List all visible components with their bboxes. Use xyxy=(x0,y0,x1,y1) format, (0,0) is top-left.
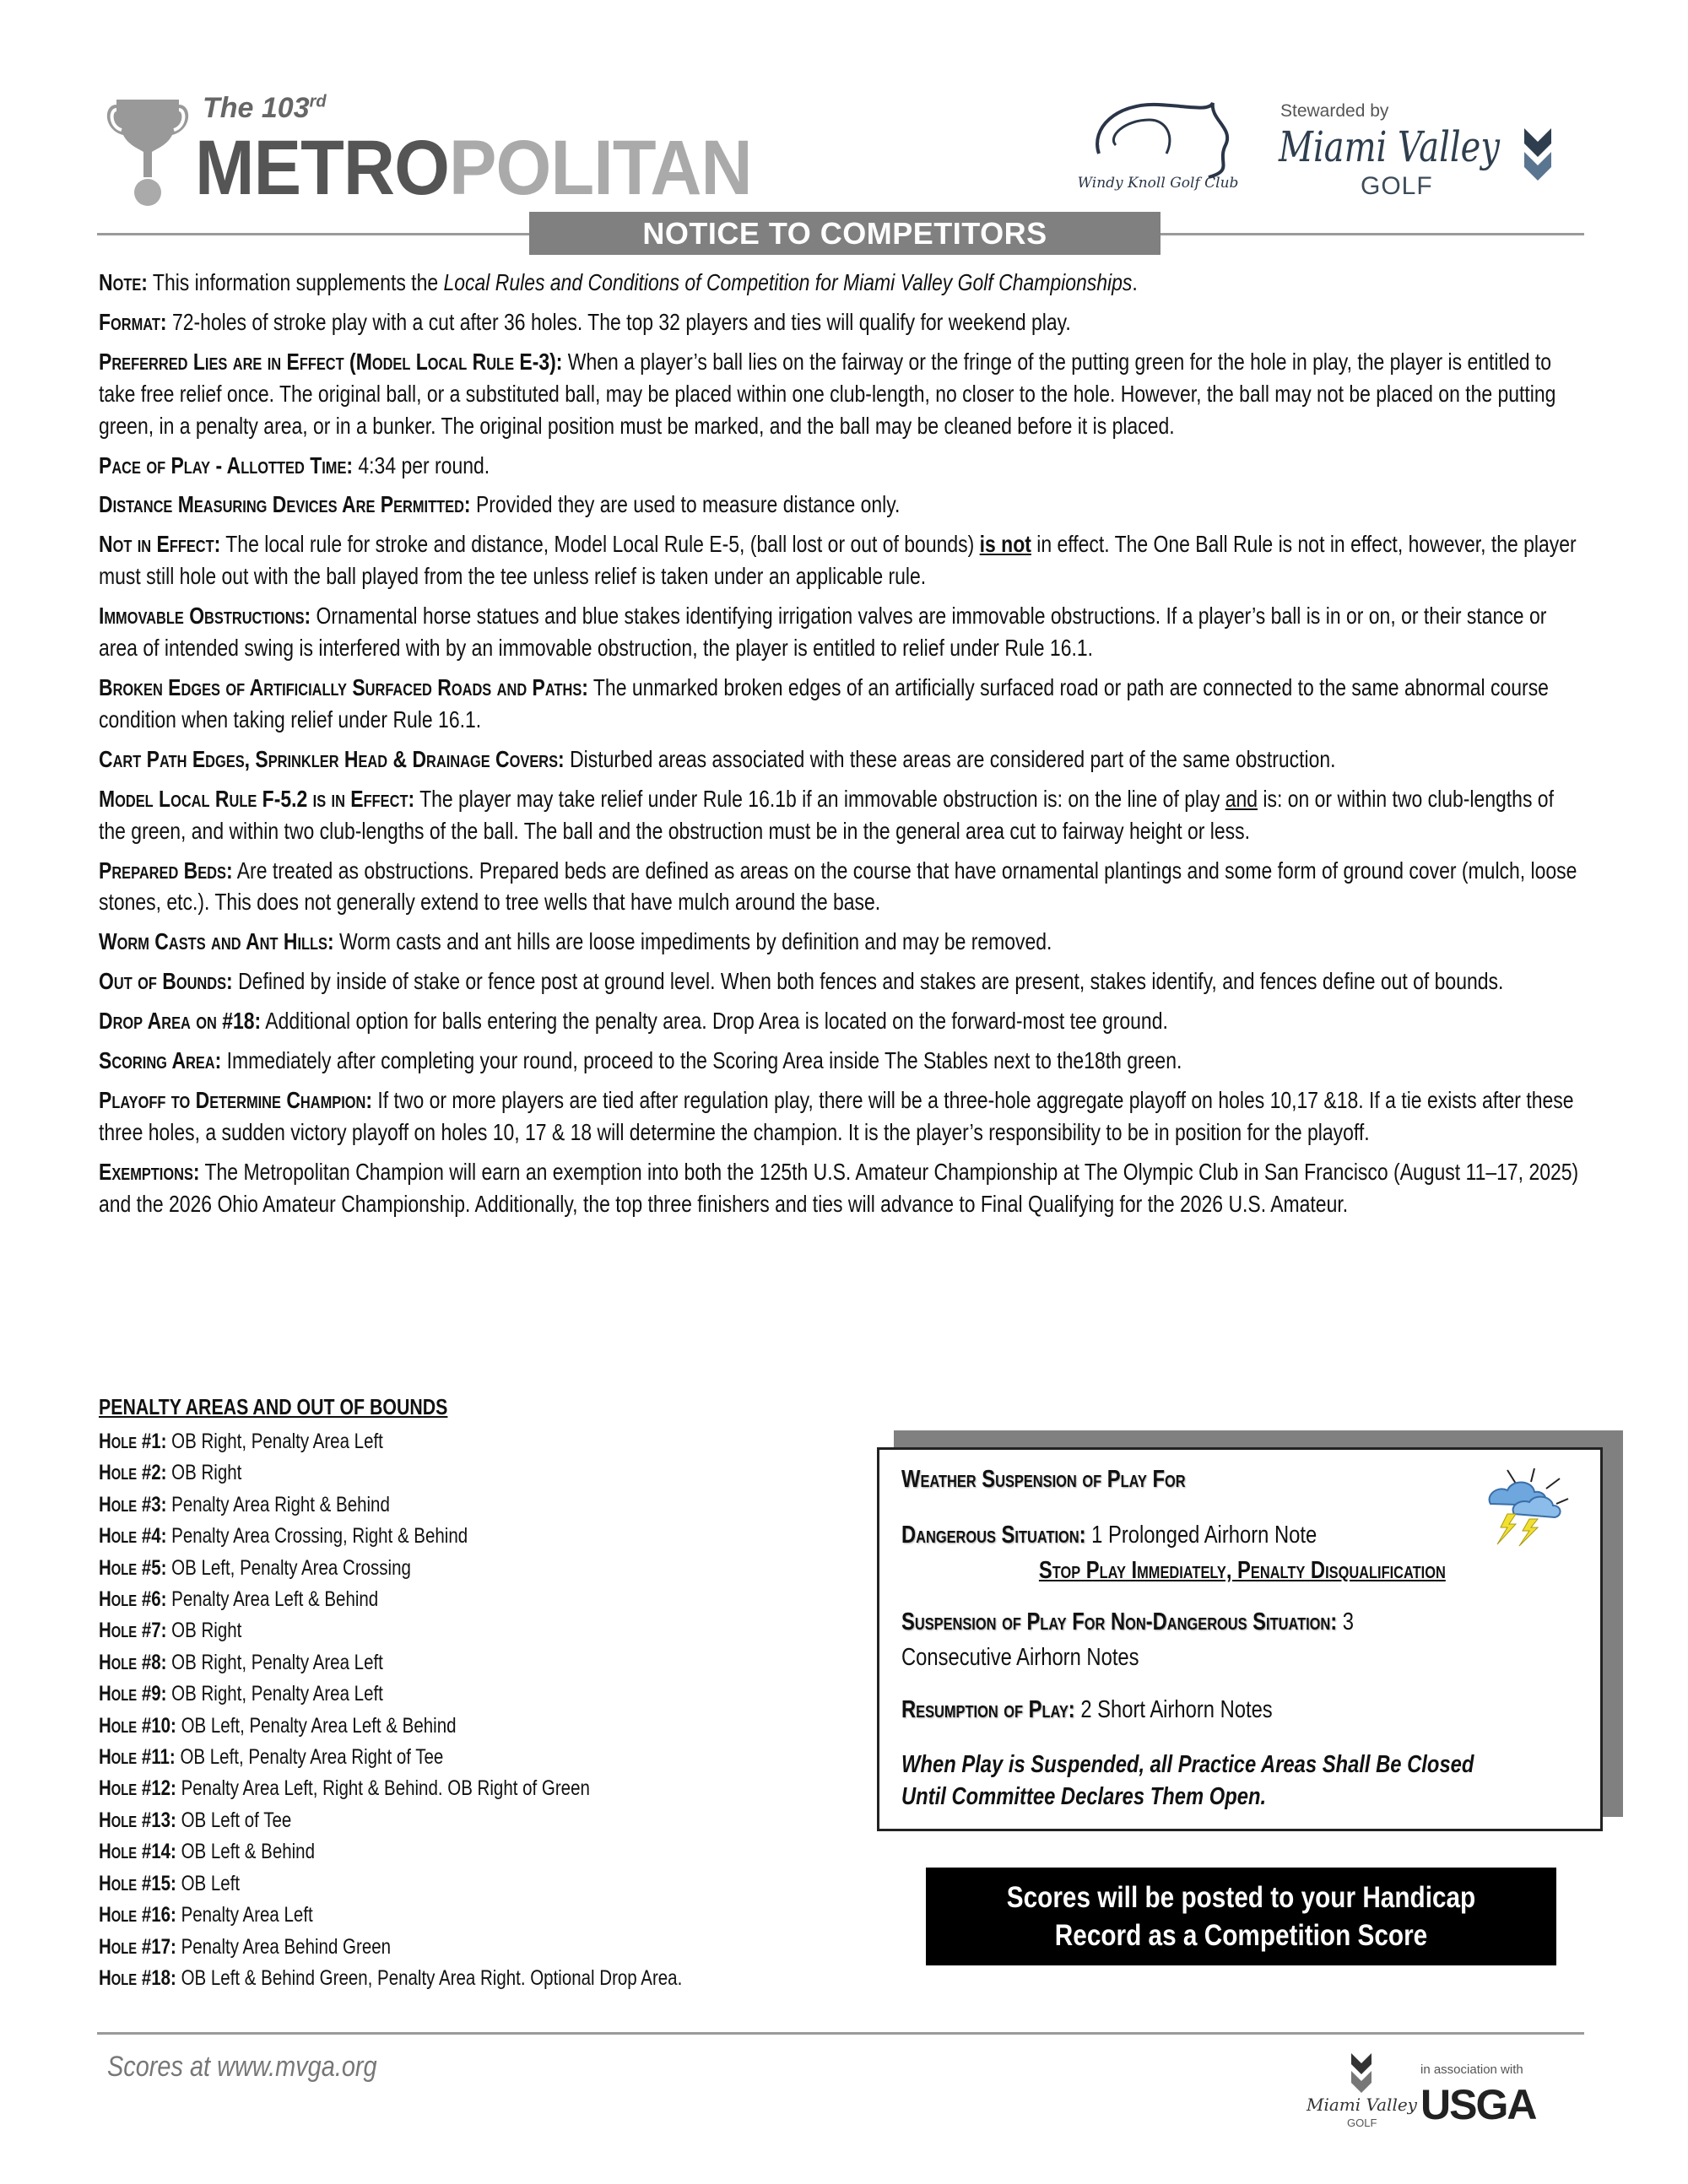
paragraph-label: Immovable Obstructions: xyxy=(99,603,311,630)
penalty-areas-list xyxy=(99,1392,860,1994)
notice-body xyxy=(99,267,1578,1228)
paragraph-text: The Metropolitan Champion will earn an exemption into both the 125th U.S. Amateur Championship at The Olympic Club in San Francisco (August 11–17, 2025) and the 2026 Ohio Amateur Championship. Additionally, the top three finishers and ties will advance to Final Qualifying for the 2026 U.S. Amateur. xyxy=(99,1158,1579,1217)
paragraph-text: Additional option for balls entering the penalty area. Drop Area is located on the forward-most tee ground. xyxy=(261,1008,1168,1035)
hole-item xyxy=(99,1963,860,1994)
hole-description: OB Left & Behind Green, Penalty Area Right. Optional Drop Area. xyxy=(176,1965,683,1990)
hole-item xyxy=(99,1584,860,1615)
hole-item xyxy=(99,1457,860,1489)
hole-description: OB Left of Tee xyxy=(176,1808,292,1832)
hole-item xyxy=(99,1773,860,1804)
paragraph-text: 4:34 per round. xyxy=(353,451,490,478)
footer-chevron-icon xyxy=(1350,2052,1372,2095)
weather-resumption: Resumption of Play: 2 Short Airhorn Notes xyxy=(901,1696,1273,1723)
miami-valley-logo-text: Miami Valley xyxy=(1279,122,1500,171)
hole-label: Hole #17: xyxy=(99,1934,176,1959)
notice-paragraph xyxy=(99,1084,1578,1149)
stewarded-by-label: Stewarded by xyxy=(1280,101,1389,121)
notice-paragraph xyxy=(99,783,1578,847)
paragraph-label: Scoring Area: xyxy=(99,1047,222,1074)
weather-closing-line-1: When Play is Suspended, all Practice Areas Shall Be Closed xyxy=(901,1751,1474,1778)
hole-item xyxy=(99,1553,860,1584)
thunderstorm-icon xyxy=(1482,1467,1570,1548)
paragraph-text: When a player’s ball lies on the fairway or the fringe of the putting green for the hole in play, the player is entitled to take free relief once. The original ball, or a substituted ball, may be placed within one club-length, no closer to the hole. However, the ball may not be placed on the putting green, in a penalty area, or in a bunker. The original position must be marked, and the ball may be cleaned before it is placed. xyxy=(99,348,1556,439)
hole-description: OB Left & Behind xyxy=(176,1840,315,1864)
paragraph-label: Note: xyxy=(99,269,148,295)
notice-paragraph xyxy=(99,926,1578,958)
paragraph-text: The local rule for stroke and distance, Model Local Rule E-5, (ball lost or out of bounds) xyxy=(220,531,980,558)
paragraph-text: Worm casts and ant hills are loose impediments by definition and may be removed. xyxy=(333,928,1052,955)
paragraph-text: . xyxy=(1132,269,1138,295)
notice-paragraph xyxy=(99,528,1578,592)
notice-paragraph xyxy=(99,346,1578,442)
hole-label: Hole #16: xyxy=(99,1903,176,1927)
paragraph-text: The unmarked broken edges of an artificially surfaced road or path are connected to the same abnormal course condition when taking relief under Rule 16.1. xyxy=(99,673,1549,733)
windy-knoll-horse-icon xyxy=(1065,95,1251,179)
hole-label: Hole #1: xyxy=(99,1430,167,1453)
hole-item xyxy=(99,1805,860,1836)
hole-description: OB Left, Penalty Area Crossing xyxy=(166,1555,411,1580)
paragraph-text: The player may take relief under Rule 16.1b if an immovable obstruction is: on the line of play xyxy=(414,785,1225,812)
paragraph-text: and xyxy=(1225,785,1258,812)
paragraph-label: Exemptions: xyxy=(99,1158,200,1185)
hole-label: Hole #15: xyxy=(99,1871,176,1895)
scores-url-link[interactable]: Scores at www.mvga.org xyxy=(107,2051,377,2083)
score-notice-line-1: Scores will be posted to your Handicap xyxy=(1006,1881,1476,1914)
weather-nondangerous: Suspension of Play For Non-Dangerous Situation: 3 xyxy=(901,1608,1355,1635)
weather-nondangerous-cont: Consecutive Airhorn Notes xyxy=(901,1644,1139,1671)
hole-item xyxy=(99,1489,860,1521)
hole-label: Hole #14: xyxy=(99,1840,176,1864)
paragraph-text: Disturbed areas associated with these areas are considered part of the same obstruction. xyxy=(564,745,1336,772)
paragraph-label: Distance Measuring Devices Are Permitted: xyxy=(99,491,471,518)
weather-title: Weather Suspension of Play For xyxy=(901,1466,1186,1493)
paragraph-text: Provided they are used to measure distance only. xyxy=(470,491,901,518)
hole-label: Hole #13: xyxy=(99,1808,176,1832)
paragraph-text: Immediately after completing your round, proceed to the Scoring Area inside The Stables next to the18th green. xyxy=(221,1047,1182,1074)
score-notice-line-2: Record as a Competition Score xyxy=(1054,1919,1428,1952)
hole-label: Hole #7: xyxy=(99,1619,167,1643)
notice-paragraph xyxy=(99,1045,1578,1077)
notice-paragraph xyxy=(99,450,1578,482)
footer-mv-script: Miami Valley xyxy=(1307,2095,1417,2115)
hole-description: Penalty Area Crossing, Right & Behind xyxy=(166,1524,468,1549)
notice-banner: NOTICE TO COMPETITORS xyxy=(529,212,1160,255)
notice-paragraph xyxy=(99,600,1578,664)
hole-item xyxy=(99,1426,860,1457)
event-title: METROPOLITAN xyxy=(195,125,752,211)
paragraph-text: Local Rules and Conditions of Competition for Miami Valley Golf Championships xyxy=(443,269,1133,295)
paragraph-text: If two or more players are tied after regulation play, there will be a three-hole aggregate playoff on holes 10,17 &18. If a tie exists after these three holes, a sudden victory playoff on holes 10, 17 & 18 will determine the champion. It is the player’s responsibility to be in position for the playoff. xyxy=(99,1086,1574,1145)
paragraph-text: Defined by inside of stake or fence post at ground level. When both fences and stakes are present, stakes identify, and fences define out of bounds. xyxy=(232,968,1504,995)
notice-paragraph xyxy=(99,672,1578,736)
weather-suspension-box xyxy=(877,1447,1603,1831)
usga-logo: USGA xyxy=(1420,2081,1536,2128)
penalty-areas-heading: PENALTY AREAS AND OUT OF BOUNDS xyxy=(99,1394,448,1419)
hole-description: OB Left xyxy=(176,1871,241,1895)
paragraph-label: Prepared Beds: xyxy=(99,857,233,884)
hole-description: Penalty Area Left, Right & Behind. OB Right of Green xyxy=(176,1776,590,1801)
paragraph-text: is not xyxy=(979,531,1031,558)
hole-label: Hole #6: xyxy=(99,1587,167,1612)
miami-valley-golf-text: GOLF xyxy=(1361,172,1433,200)
hole-description: OB Left, Penalty Area Left & Behind xyxy=(176,1713,457,1738)
paragraph-label: Cart Path Edges, Sprinkler Head & Drainage Covers: xyxy=(99,745,565,772)
notice-paragraph xyxy=(99,306,1578,338)
notice-paragraph xyxy=(99,743,1578,776)
windy-knoll-logo-text: Windy Knoll Golf Club xyxy=(1077,175,1239,192)
paragraph-text: Are treated as obstructions. Prepared beds are defined as areas on the course that have ornamental plantings and some form of ground cover (mulch, loose stones, etc.). This does not generally extend to tree wells that have mulch around the base. xyxy=(99,857,1577,916)
hole-description: OB Right, Penalty Area Left xyxy=(166,1682,383,1706)
weather-stop-play: Stop Play Immediately, Penalty Disqualification xyxy=(1039,1557,1446,1584)
weather-dangerous: Dangerous Situation: 1 Prolonged Airhorn Note xyxy=(901,1522,1317,1549)
hole-description: OB Right, Penalty Area Left xyxy=(166,1650,383,1674)
hole-description: OB Left, Penalty Area Right of Tee xyxy=(175,1745,444,1770)
weather-closing-line-2: Until Committee Declares Them Open. xyxy=(901,1783,1267,1810)
hole-item xyxy=(99,1836,860,1868)
footer-miami-valley-logo xyxy=(1307,2052,1416,2130)
paragraph-label: Drop Area on #18: xyxy=(99,1008,262,1035)
hole-item xyxy=(99,1900,860,1931)
paragraph-label: Out of Bounds: xyxy=(99,968,233,995)
hole-label: Hole #2: xyxy=(99,1461,167,1485)
hole-label: Hole #10: xyxy=(99,1713,176,1738)
hole-item xyxy=(99,1615,860,1646)
paragraph-label: Not in Effect: xyxy=(99,531,221,558)
hole-label: Hole #11: xyxy=(99,1745,176,1770)
hole-description: Penalty Area Left xyxy=(176,1903,313,1927)
paragraph-text: in effect. The One Ball Rule is not in effect, however, the player must still hole out with the ball played from the tee unless relief is taken under an applicable rule. xyxy=(99,531,1577,590)
notice-paragraph xyxy=(99,1005,1578,1037)
hole-label: Hole #8: xyxy=(99,1650,167,1674)
paragraph-label: Worm Casts and Ant Hills: xyxy=(99,928,334,955)
footer-mv-golf: GOLF xyxy=(1347,2116,1377,2129)
hole-item xyxy=(99,1742,860,1773)
hole-item xyxy=(99,1521,860,1552)
notice-paragraph xyxy=(99,965,1578,997)
handicap-score-notice xyxy=(926,1868,1556,1965)
paragraph-text: 72-holes of stroke play with a cut after 36 holes. The top 32 players and ties will qualify for weekend play. xyxy=(166,308,1071,335)
miami-valley-chevron-icon xyxy=(1523,127,1553,187)
hole-item xyxy=(99,1647,860,1679)
hole-label: Hole #4: xyxy=(99,1524,167,1549)
hole-item xyxy=(99,1679,860,1710)
hole-description: OB Right xyxy=(166,1619,242,1643)
notice-paragraph xyxy=(99,267,1578,299)
paragraph-label: Model Local Rule F-5.2 is in Effect: xyxy=(99,785,415,812)
trophy-icon xyxy=(101,93,194,208)
hole-description: Penalty Area Left & Behind xyxy=(166,1587,379,1612)
hole-item xyxy=(99,1868,860,1900)
hole-label: Hole #18: xyxy=(99,1965,176,1990)
hole-description: OB Right, Penalty Area Left xyxy=(166,1430,383,1453)
paragraph-label: Pace of Play - Allotted Time: xyxy=(99,451,354,478)
paragraph-text: This information supplements the xyxy=(147,269,444,295)
hole-item xyxy=(99,1711,860,1742)
paragraph-text: Ornamental horse statues and blue stakes identifying irrigation valves are immovable obstructions. If a player’s ball is in or on, or their stance or area of intended swing is interfered with by an immovable obstruction, the player is entitled to relief under Rule 16.1. xyxy=(99,603,1547,662)
hole-label: Hole #12: xyxy=(99,1776,176,1801)
hole-description: OB Right xyxy=(166,1461,242,1485)
hole-label: Hole #3: xyxy=(99,1492,167,1516)
notice-paragraph xyxy=(99,489,1578,521)
footer-divider xyxy=(97,2032,1584,2035)
hole-label: Hole #5: xyxy=(99,1555,167,1580)
notice-paragraph xyxy=(99,1156,1578,1220)
association-label: in association with xyxy=(1420,2062,1523,2077)
edition-label: The 103rd xyxy=(203,92,327,124)
paragraph-text: is: on or within two club-lengths of the green, and within two club-lengths of the ball. The ball and the obstruction must be in the general area cut to fairway height or less. xyxy=(99,785,1554,844)
hole-description: Penalty Area Right & Behind xyxy=(166,1492,390,1516)
paragraph-label: Broken Edges of Artificially Surfaced Roads and Paths: xyxy=(99,673,588,700)
hole-description: Penalty Area Behind Green xyxy=(176,1934,392,1959)
paragraph-label: Playoff to Determine Champion: xyxy=(99,1086,373,1113)
hole-label: Hole #9: xyxy=(99,1682,167,1706)
paragraph-label: Format: xyxy=(99,308,167,335)
notice-paragraph xyxy=(99,855,1578,919)
hole-item xyxy=(99,1932,860,1963)
paragraph-label: Preferred Lies are in Effect (Model Local Rule E-3): xyxy=(99,348,563,375)
